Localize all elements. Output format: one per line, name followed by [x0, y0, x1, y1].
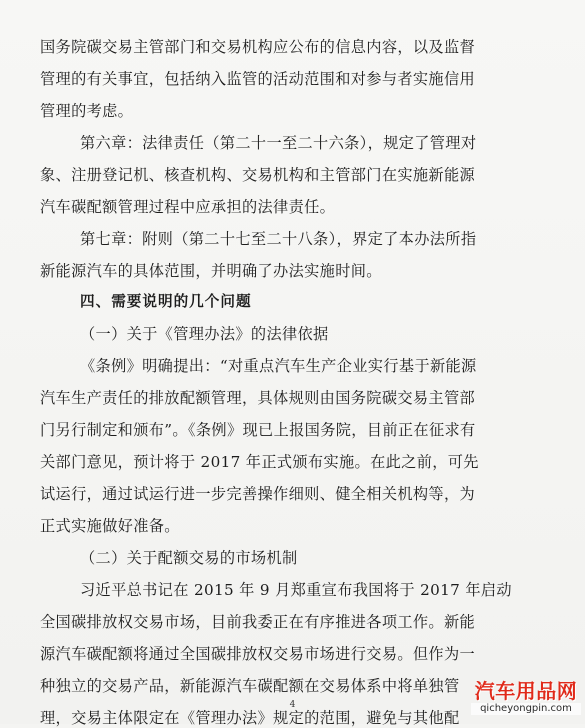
text-line-16: 正式实施做好准备。	[40, 517, 180, 535]
text-line-18: 习近平总书记在 2015 年 9 月郑重宣布我国将于 2017 年启动	[80, 581, 512, 599]
text-line-21: 种独立的交易产品，新能源汽车碳配额在交易体系中将单独管	[40, 677, 460, 695]
text-line-5: 象、注册登记机、核查机构、交易机构和主管部门在实施新能源	[40, 166, 476, 184]
text-line-7: 第七章：附则（第二十七至二十八条），界定了本办法所指	[80, 230, 477, 248]
text-line-2: 管理的有关事宜，包括纳入监管的活动范围和对参与者实施信用	[40, 70, 476, 88]
text-line-20: 源汽车碳配额将通过全国碳排放权交易市场进行交易。但作为一	[40, 645, 476, 663]
page-number: 4	[289, 700, 296, 710]
text-line-1: 国务院碳交易主管部门和交易机构应公布的信息内容，以及监督	[40, 38, 476, 56]
text-line-22: 理，交易主体限定在《管理办法》规定的范围，避免与其他配	[40, 709, 460, 727]
text-line-6: 汽车碳配额管理过程中应承担的法律责任。	[40, 198, 336, 216]
text-line-3: 管理的考虑。	[40, 102, 134, 120]
text-line-14: 关部门意见，预计将于 2017 年正式颁布实施。在此之前，可先	[40, 453, 479, 471]
text-line-11: 《条例》明确提出：“对重点汽车生产企业实行基于新能源	[80, 357, 477, 375]
watermark	[471, 679, 581, 715]
watermark-title: 汽车用品网	[474, 679, 578, 703]
text-line-13: 门另行制定和颁布”。《条例》现已上报国务院，目前正在征求有	[40, 421, 476, 439]
subsection-heading-2: （二）关于配额交易的市场机制	[80, 549, 298, 567]
text-line-15: 试运行，通过试运行进一步完善操作细则、健全相关机构等，为	[40, 485, 476, 503]
section-heading: 四、需要说明的几个问题	[80, 293, 252, 310]
text-line-8: 新能源汽车的具体范围，并明确了办法实施时间。	[40, 262, 382, 280]
text-line-12: 汽车生产责任的排放配额管理，具体规则由国务院碳交易主管部	[40, 389, 476, 407]
subsection-heading-1: （一）关于《管理办法》的法律依据	[80, 325, 329, 343]
text-line-19: 全国碳排放权交易市场，目前我委正在有序推进各项工作。新能	[40, 613, 476, 631]
watermark-url: qicheyongpin.com	[471, 703, 581, 715]
text-line-4: 第六章：法律责任（第二十一至二十六条），规定了管理对	[80, 134, 477, 152]
